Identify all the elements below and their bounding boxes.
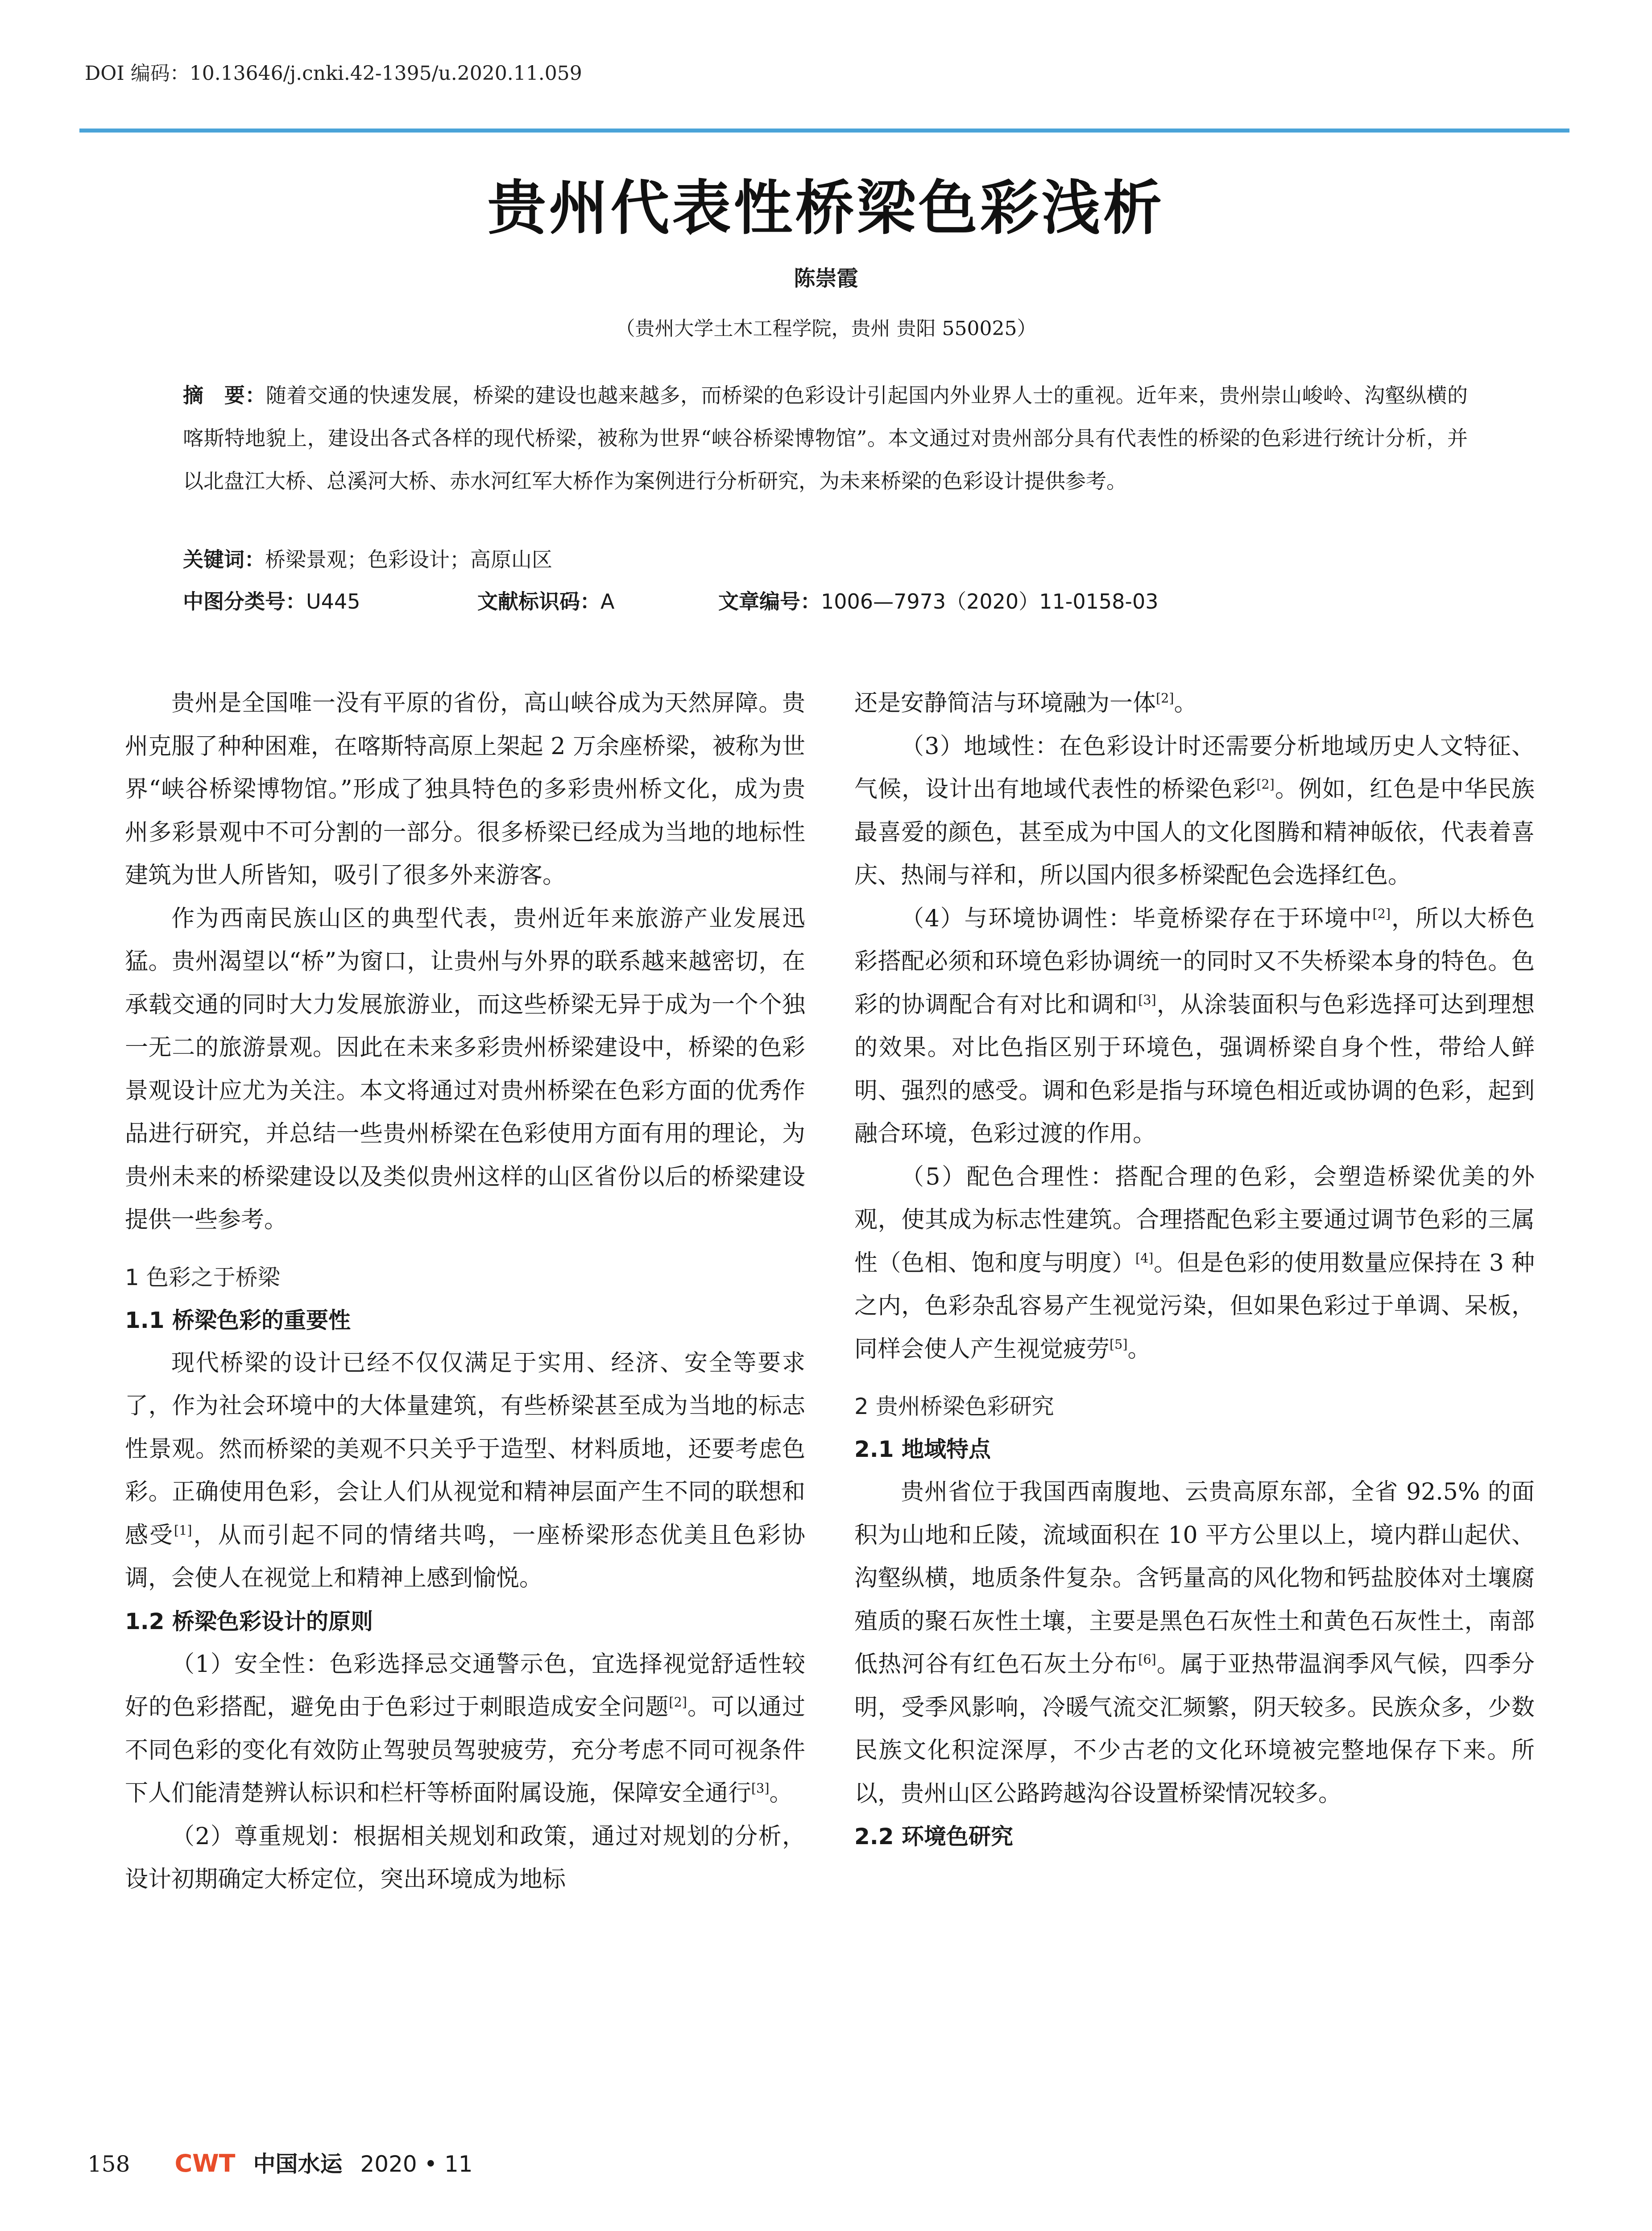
paragraph-text: ，所以大桥色彩搭配必须和环境色彩协调统一的同时又不失桥梁本身的特色。色彩的协调配合有对比和调和 (854, 905, 1535, 1018)
paragraph-text: ，从涂装面积与色彩选择可达到理想的效果。对比色指区别于环境色，强调桥梁自身个性，带给人鲜明、强烈的感受。调和色彩是指与环境色相近或协调的色彩，起到融合环境，色彩过渡的作用。 (854, 991, 1535, 1147)
paragraph-text: 贵州省位于我国西南腹地、云贵高原东部，全省 92.5% 的面积为山地和丘陵，流域面积在 10 平方公里以上，境内群山起伏、沟壑纵横，地质条件复杂。含钙量高的风化物和钙盐胶体对土壤腐殖质的聚石灰性土壤，主要是黑色石灰性土和黄色石灰性土，南部低热河谷有红色石灰土分布 (854, 1479, 1535, 1678)
subsection-heading: 1.1 桥梁色彩的重要性 (125, 1307, 351, 1333)
paragraph (854, 1471, 1535, 1815)
doc-code-item (477, 585, 718, 615)
paragraph-text: 还是安静简洁与环境融为一体 (854, 690, 1156, 717)
citation: [2] (1256, 776, 1275, 792)
paragraph-text: 。 (769, 1780, 793, 1807)
citation: [4] (1135, 1250, 1154, 1266)
doc-code-value: A (600, 589, 615, 614)
paragraph-text: 现代桥梁的设计已经不仅仅满足于实用、经济、安全等要求了，作为社会环境中的大体量建筑，有些桥梁甚至成为当地的标志性景观。然而桥梁的美观不只关乎于造型、材料质地，还要考虑色彩。正确使用色彩，会让人们从视觉和精神层面产生不同的联想和感受 (125, 1349, 805, 1549)
paragraph-text: 。属于亚热带温润季风气候，四季分明，受季风影响，冷暖气流交汇频繁，阴天较多。民族众多，少数民族文化积淀深厚，不少古老的文化环境被完整地保存下来。所以，贵州山区公路跨越沟谷设置桥梁情况较多。 (854, 1651, 1535, 1807)
paragraph-text: 。例如，红色是中华民族最喜爱的颜色，甚至成为中国人的文化图腾和精神皈依，代表着喜庆、热闹与祥和，所以国内很多桥梁配色会选择红色。 (854, 776, 1535, 889)
doc-code-label: 文献标识码： (477, 589, 600, 614)
citation: [1] (174, 1522, 192, 1538)
paragraph-text: 。 (1174, 690, 1197, 717)
doi-code: DOI 编码：10.13646/j.cnki.42-1395/u.2020.11.059 (85, 62, 582, 85)
subsection-heading: 1.2 桥梁色彩设计的原则 (125, 1608, 373, 1634)
paragraph: 贵州是全国唯一没有平原的省份，高山峡谷成为天然屏障。贵州克服了种种困难，在喀斯特高原上架起 2 万余座桥梁，被称为世界“峡谷桥梁博物馆。”形成了独具特色的多彩贵州桥文化，成为贵州多彩景观中不可分割的一部分。很多桥梁已经成为当地的地标性建筑为世人所皆知，吸引了很多外来游客。 (125, 690, 805, 889)
header-rule (79, 129, 1569, 133)
page-number: 158 (87, 2151, 130, 2177)
paragraph (125, 1643, 805, 1815)
author-affiliation: （贵州大学土木工程学院，贵州 贵阳 550025） (615, 317, 1037, 340)
keywords (183, 543, 552, 573)
clc-label: 中图分类号： (183, 589, 306, 614)
citation: [2] (1156, 690, 1174, 706)
citation: [3] (751, 1780, 770, 1796)
section-heading: 2 贵州桥梁色彩研究 (854, 1393, 1054, 1419)
subsection-heading: 2.2 环境色研究 (854, 1824, 1013, 1849)
paragraph-text: （1）安全性：色彩选择忌交通警示色，宜选择视觉舒适性较好的色彩搭配，避免由于色彩过于刺眼造成安全问题 (125, 1650, 805, 1721)
classification-line (183, 585, 1159, 615)
paragraph (854, 725, 1535, 897)
clc-value: U445 (306, 589, 360, 614)
paragraph-text: （3）地域性：在色彩设计时还需要分析地域历史人文特征、气候，设计出有地域代表性的桥梁色彩 (854, 733, 1535, 803)
article-no-value: 1006—7973（2020）11-0158-03 (821, 589, 1159, 614)
paragraph-text: 。可以通过不同色彩的变化有效防止驾驶员驾驶疲劳，充分考虑不同可视条件下人们能清楚辨认标识和栏杆等桥面附属设施，保障安全通行 (125, 1694, 805, 1807)
right-column (854, 682, 1535, 1858)
paragraph (854, 1156, 1535, 1371)
paragraph (854, 897, 1535, 1156)
abstract-text: 随着交通的快速发展，桥梁的建设也越来越多，而桥梁的色彩设计引起国内外业界人士的重视。近年来，贵州崇山峻岭、沟壑纵横的喀斯特地貌上，建设出各式各样的现代桥梁，被称为世界“峡谷桥梁博物馆”。本文通过对贵州部分具有代表性的桥梁的色彩进行统计分析，并以北盘江大桥、总溪河大桥、赤水河红军大桥作为案例进行分析研究，为未来桥梁的色彩设计提供参考。 (183, 383, 1468, 493)
subsection-heading: 2.1 地域特点 (854, 1436, 991, 1462)
journal-issue: 2020 • 11 (360, 2151, 473, 2177)
paragraph (854, 682, 1535, 725)
paragraph-text: （5）配色合理性：搭配合理的色彩，会塑造桥梁优美的外观，使其成为标志性建筑。合理搭配色彩主要通过调节色彩的三属性（色相、饱和度与明度） (854, 1163, 1535, 1277)
citation: [2] (1372, 906, 1391, 921)
citation: [6] (1138, 1651, 1156, 1667)
keywords-label: 关键词： (183, 547, 265, 572)
article-no-item (718, 585, 1159, 615)
paragraph: （2）尊重规划：根据相关规划和政策，通过对规划的分析，设计初期确定大桥定位，突出环境成为地标 (125, 1823, 805, 1893)
paragraph: 作为西南民族山区的典型代表，贵州近年来旅游产业发展迅猛。贵州渴望以“桥”为窗口，让贵州与外界的联系越来越密切，在承载交通的同时大力发展旅游业，而这些桥梁无异于成为一个个独一无二的旅游景观。因此在未来多彩贵州桥梁建设中，桥梁的色彩景观设计应尤为关注。本文将通过对贵州桥梁在色彩方面的优秀作品进行研究，并总结一些贵州桥梁在色彩使用方面有用的理论，为贵州未来的桥梁建设以及类似贵州这样的山区省份以后的桥梁建设提供一些参考。 (125, 905, 805, 1233)
paragraph-text: 。 (1127, 1335, 1151, 1363)
journal-name: 中国水运 (253, 2151, 343, 2177)
clc-item (183, 585, 477, 615)
abstract-label: 摘 要： (183, 383, 266, 407)
journal-logo: CWT (174, 2149, 236, 2177)
author-name: 陈崇霞 (794, 266, 858, 291)
citation: [3] (1138, 992, 1156, 1008)
left-column (125, 682, 805, 1901)
article-title: 贵州代表性桥梁色彩浅析 (487, 174, 1165, 243)
citation: [2] (669, 1694, 687, 1710)
section-heading: 1 色彩之于桥梁 (125, 1264, 280, 1290)
paragraph (125, 1342, 805, 1600)
paragraph-text: ，从而引起不同的情绪共鸣，一座桥梁形态优美且色彩协调，会使人在视觉上和精神上感到愉悦。 (125, 1522, 805, 1592)
page-footer (87, 2146, 473, 2178)
paragraph-text: （4）与环境协调性：毕竟桥梁存在于环境中 (901, 905, 1373, 932)
article-no-label: 文章编号： (718, 589, 821, 614)
keywords-text: 桥梁景观；色彩设计；高原山区 (265, 547, 552, 572)
paragraph-text: 。但是色彩的使用数量应保持在 3 种之内，色彩杂乱容易产生视觉污染，但如果色彩过于单调、呆板，同样会使人产生视觉疲劳 (854, 1249, 1535, 1363)
citation: [5] (1110, 1336, 1128, 1352)
abstract (183, 374, 1468, 502)
